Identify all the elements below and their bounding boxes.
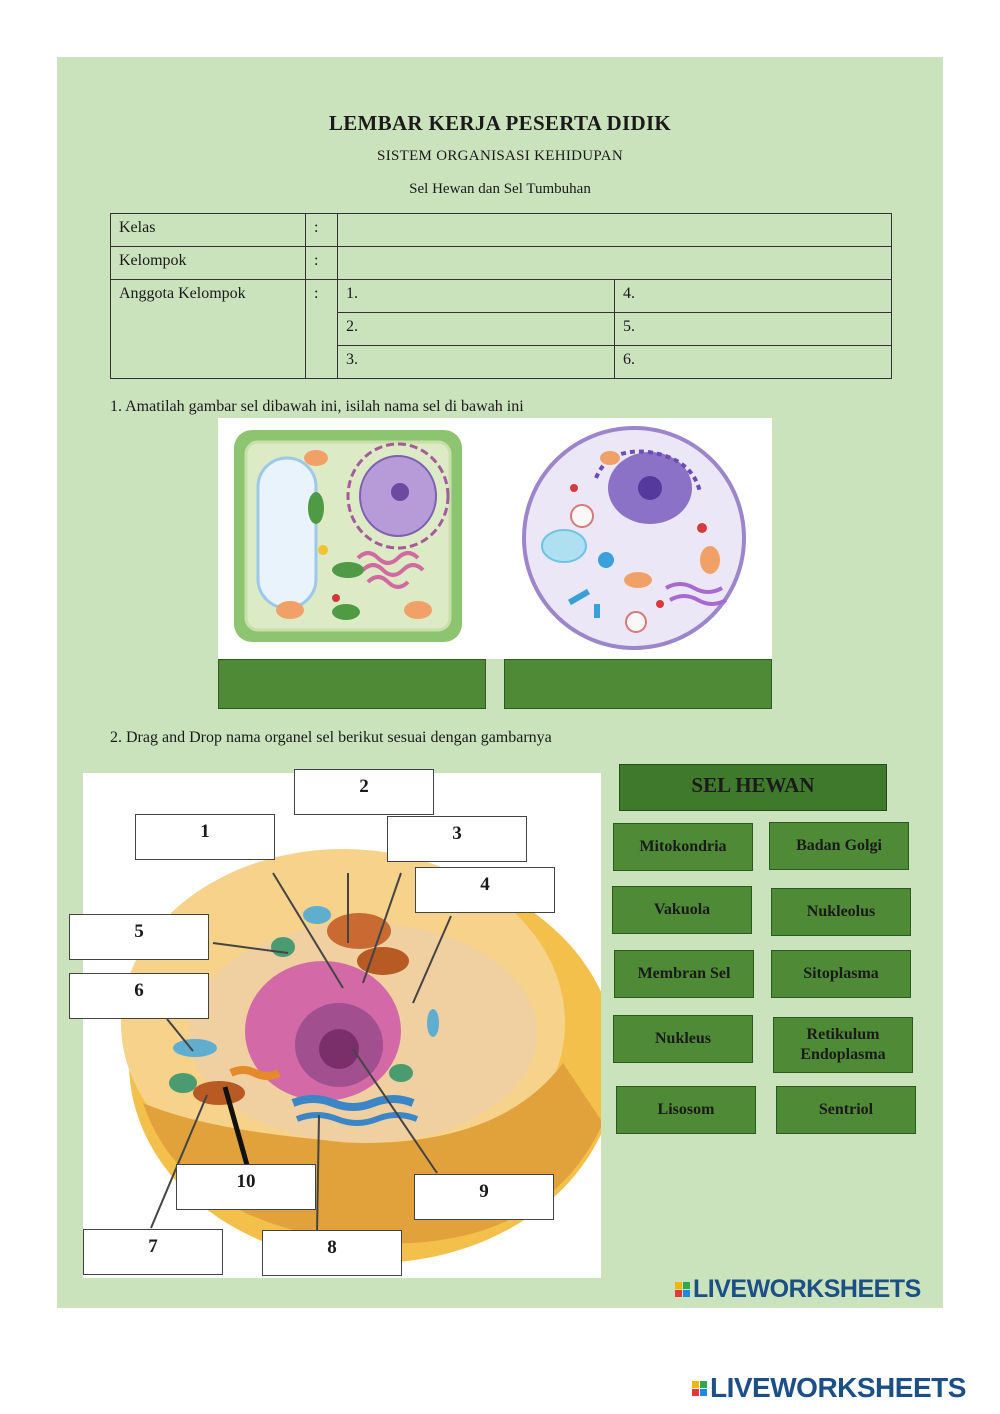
kelompok-colon: :: [306, 247, 338, 280]
plant-cell-answer-slot[interactable]: [218, 659, 486, 709]
kelompok-label: Kelompok: [111, 247, 306, 280]
plant-cell-image: [234, 430, 462, 642]
liveworksheets-logo-icon: [692, 1381, 707, 1396]
chip-sentriol[interactable]: Sentriol: [776, 1086, 916, 1134]
kelompok-input[interactable]: [338, 247, 892, 280]
chip-vakuola[interactable]: Vakuola: [612, 886, 752, 934]
label-box-4[interactable]: 4: [415, 867, 555, 913]
worksheet-page: [57, 57, 943, 1308]
worksheet-subtitle: SISTEM ORGANISASI KEHIDUPAN: [377, 148, 623, 164]
kelas-input[interactable]: [338, 214, 892, 247]
label-box-10[interactable]: 10: [176, 1164, 316, 1210]
label-box-9[interactable]: 9: [414, 1174, 554, 1220]
chip-nukleus[interactable]: Nukleus: [613, 1015, 753, 1063]
liveworksheets-inner-brand-text: LIVEWORKSHEETS: [693, 1275, 921, 1303]
chip-membran-sel[interactable]: Membran Sel: [614, 950, 754, 998]
label-box-8[interactable]: 8: [262, 1230, 402, 1276]
anggota-colon: :: [306, 280, 338, 379]
member-input-6[interactable]: 6.: [615, 346, 892, 379]
liveworksheets-footer-brand[interactable]: [692, 1372, 966, 1404]
cell-illustration: [218, 418, 772, 659]
question-1-text: 1. Amatilah gambar sel dibawah ini, isilah nama sel di bawah ini: [110, 398, 524, 415]
member-input-2[interactable]: 2.: [338, 313, 615, 346]
word-bank-header: SEL HEWAN: [619, 764, 887, 811]
label-box-6[interactable]: 6: [69, 973, 209, 1019]
kelas-colon: :: [306, 214, 338, 247]
liveworksheets-inner-brand: [675, 1275, 921, 1304]
member-input-5[interactable]: 5.: [615, 313, 892, 346]
label-box-1[interactable]: 1: [135, 814, 275, 860]
chip-mitokondria[interactable]: Mitokondria: [613, 823, 753, 871]
label-box-3[interactable]: 3: [387, 816, 527, 862]
student-info-table: [110, 213, 892, 379]
member-input-3[interactable]: 3.: [338, 346, 615, 379]
chip-lisosom[interactable]: Lisosom: [616, 1086, 756, 1134]
animal-cell-answer-slot[interactable]: [504, 659, 772, 709]
chip-retikulum-endoplasma[interactable]: Retikulum Endoplasma: [773, 1017, 913, 1073]
liveworksheets-logo-icon: [675, 1282, 690, 1297]
animal-cell-image: [524, 428, 744, 648]
kelas-label: Kelas: [111, 214, 306, 247]
anggota-label: Anggota Kelompok: [111, 280, 306, 379]
chip-sitoplasma[interactable]: Sitoplasma: [771, 950, 911, 998]
member-input-4[interactable]: 4.: [615, 280, 892, 313]
worksheet-title: LEMBAR KERJA PESERTA DIDIK: [328, 111, 672, 135]
label-box-5[interactable]: 5: [69, 914, 209, 960]
member-input-1[interactable]: 1.: [338, 280, 615, 313]
chip-nukleolus[interactable]: Nukleolus: [771, 888, 911, 936]
label-box-2[interactable]: 2: [294, 769, 434, 815]
label-box-7[interactable]: 7: [83, 1229, 223, 1275]
chip-badan-golgi[interactable]: Badan Golgi: [769, 822, 909, 870]
question-2-text: 2. Drag and Drop nama organel sel berikut sesuai dengan gambarnya: [110, 729, 552, 746]
worksheet-topic: Sel Hewan dan Sel Tumbuhan: [409, 181, 591, 197]
liveworksheets-footer-brand-text: LIVEWORKSHEETS: [710, 1372, 966, 1403]
